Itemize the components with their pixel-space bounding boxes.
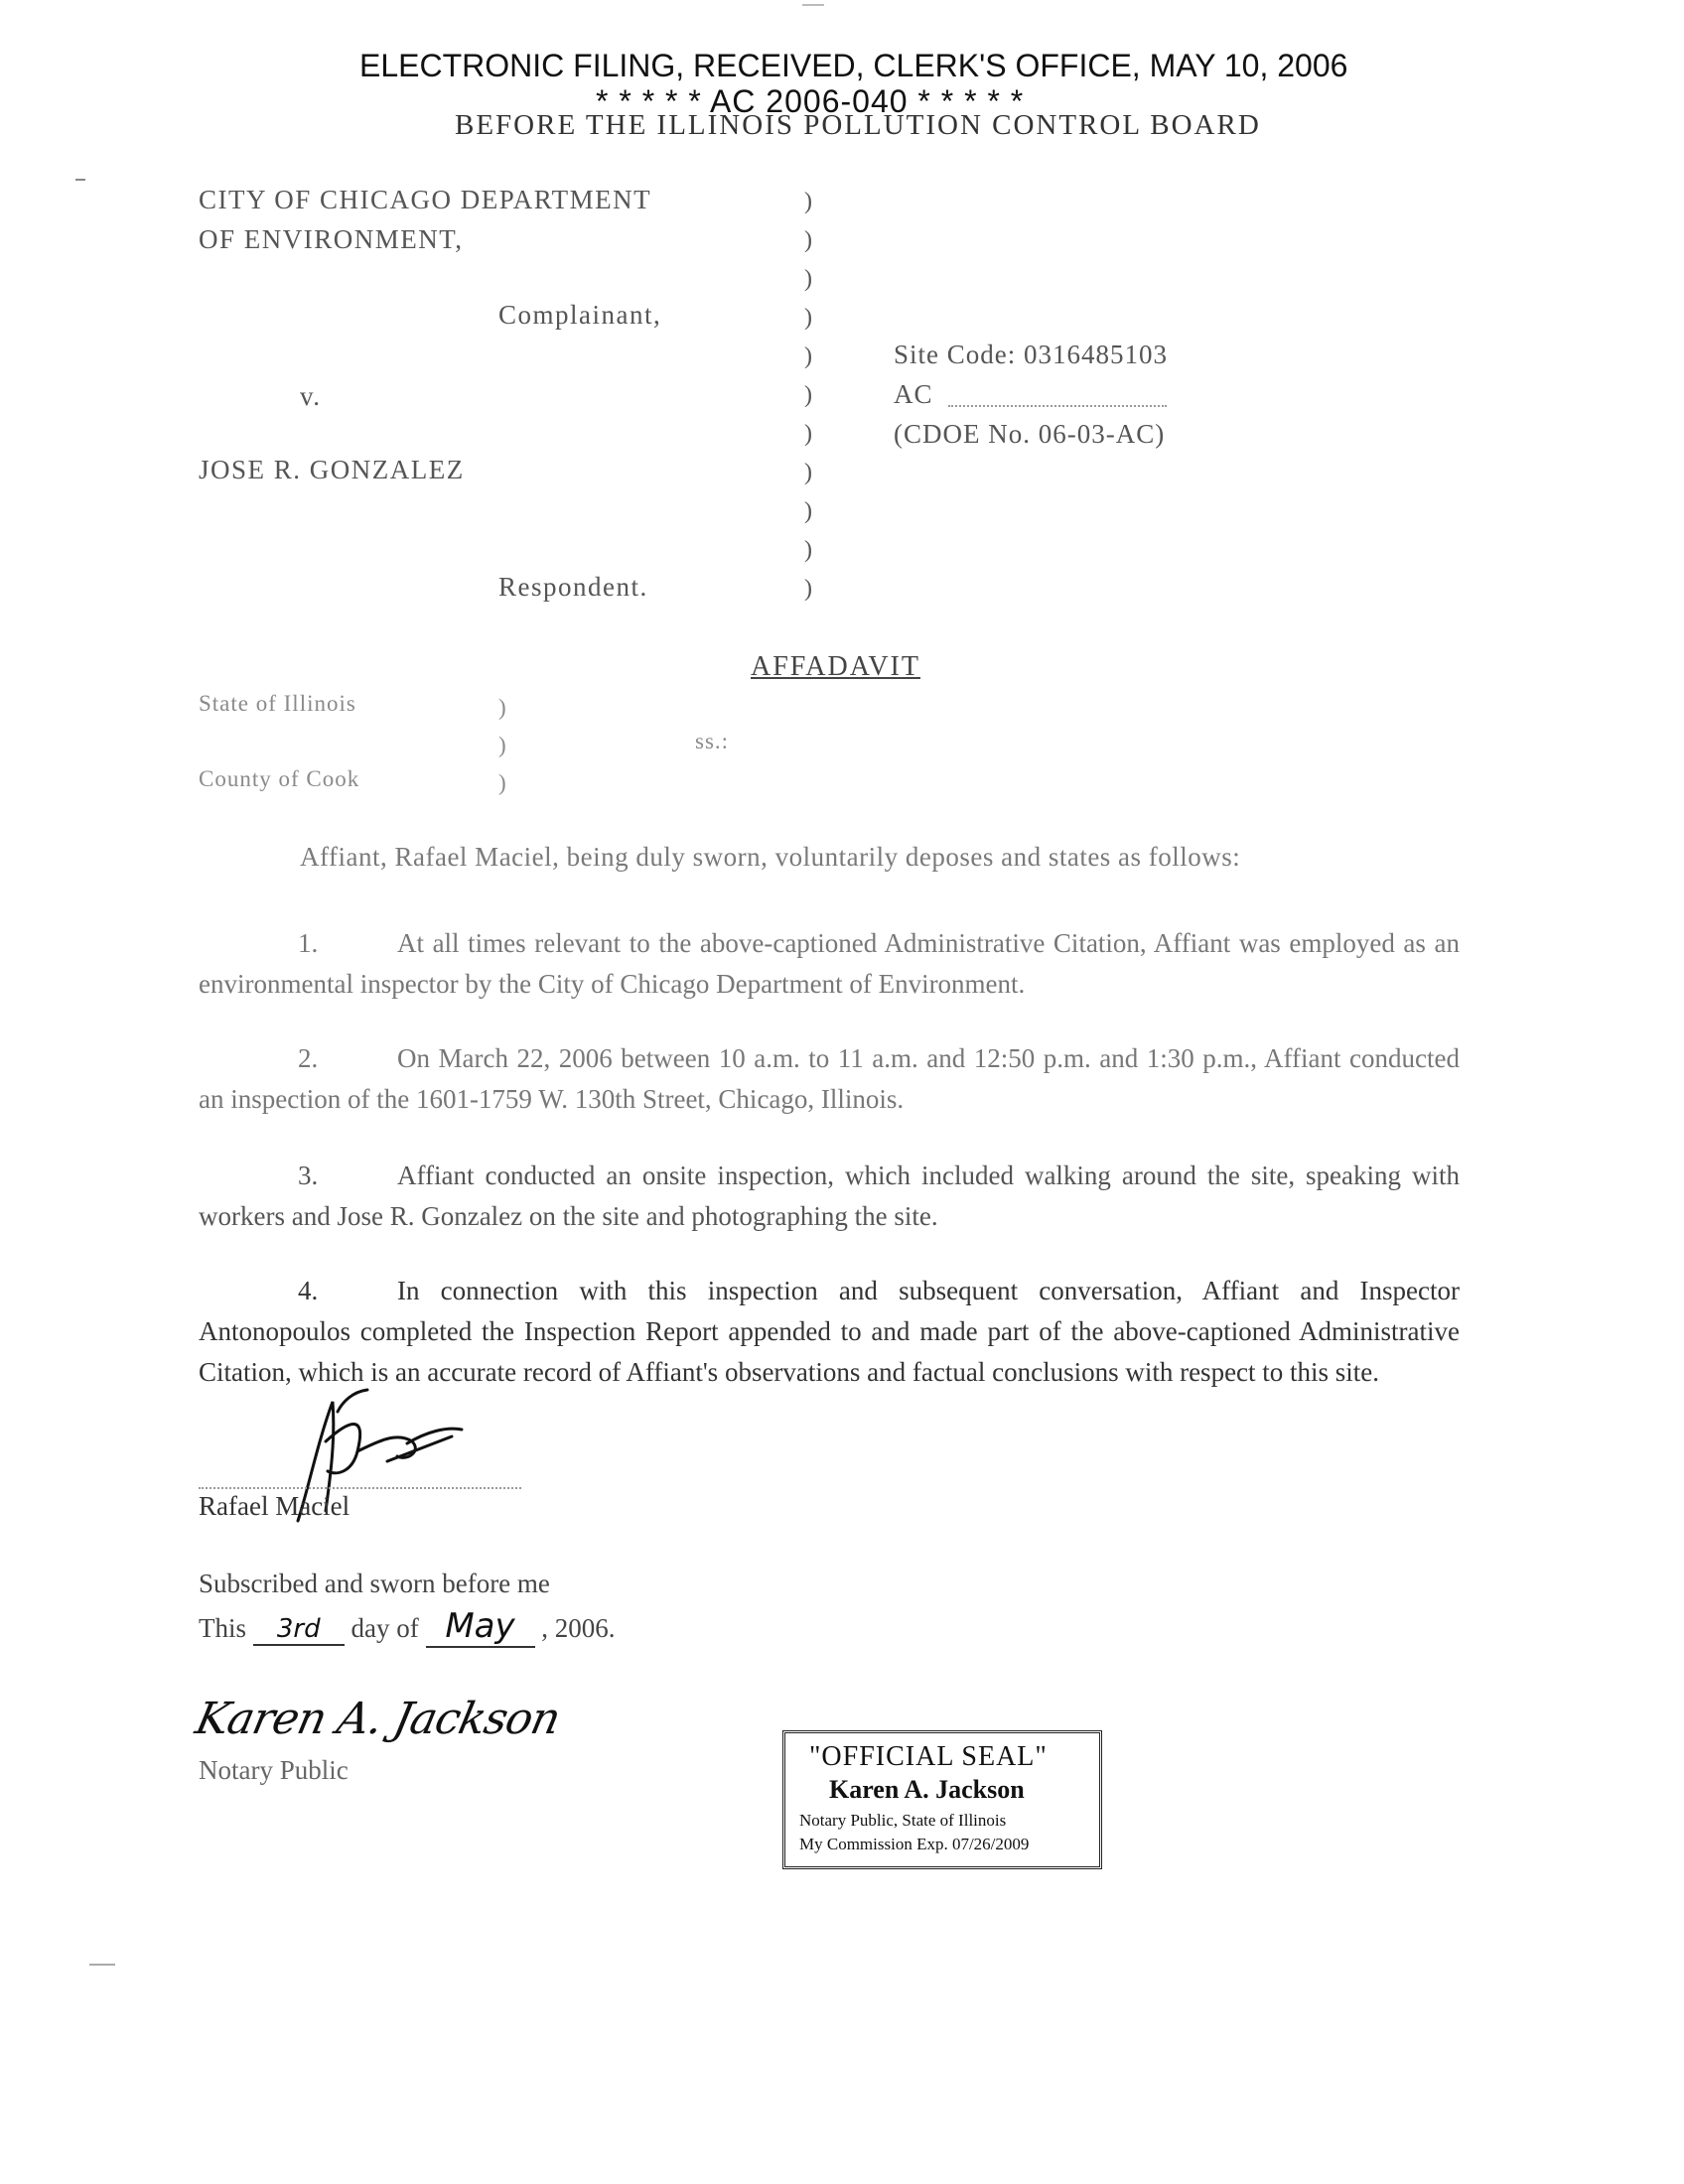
jurat-year: , 2006. bbox=[541, 1613, 616, 1643]
paren: ) bbox=[804, 576, 812, 602]
complainant-name-line2: OF ENVIRONMENT, bbox=[199, 224, 464, 254]
jurat-line2 bbox=[199, 1606, 616, 1648]
paragraph-number: 2. bbox=[298, 1043, 319, 1073]
paren: ) bbox=[804, 382, 812, 408]
jurat-day-value: 3rd bbox=[253, 1614, 345, 1646]
board-title: BEFORE THE ILLINOIS POLLUTION CONTROL BOARD bbox=[455, 109, 1261, 141]
jurat-day-of: day of bbox=[351, 1613, 419, 1643]
paragraph-text: Affiant conducted an onsite inspection, which included walking around the site, speaking with workers and Jose R. Gonzalez on the site and photographing the site. bbox=[199, 1160, 1460, 1231]
paren: ) bbox=[804, 305, 812, 331]
venue-paren: ) bbox=[498, 770, 507, 795]
paragraph-text: On March 22, 2006 between 10 a.m. to 11 a.m. and 12:50 p.m. and 1:30 p.m., Affiant conducted an inspection of the 1601-1759 W. 130th Street, Chicago, Illinois. bbox=[199, 1043, 1460, 1114]
venue-ss: ss.: bbox=[695, 729, 730, 753]
complainant-name-line1: CITY OF CHICAGO DEPARTMENT bbox=[199, 185, 652, 214]
paren: ) bbox=[804, 498, 812, 524]
paren: ) bbox=[804, 421, 812, 447]
paren: ) bbox=[804, 343, 812, 369]
notary-signature: Karen A. Jackson bbox=[191, 1694, 565, 1744]
paragraph-4 bbox=[199, 1271, 1460, 1393]
filing-banner: ELECTRONIC FILING, RECEIVED, CLERK'S OFFICE, MAY 10, 2006 bbox=[359, 48, 1348, 83]
paragraph-text: At all times relevant to the above-captioned Administrative Citation, Affiant was employed as an environmental inspector by the City of Chicago Department of Environment. bbox=[199, 928, 1460, 999]
jurat-line1: Subscribed and sworn before me bbox=[199, 1569, 550, 1598]
paren: ) bbox=[804, 266, 812, 292]
scan-artifact bbox=[89, 1964, 115, 1966]
cdoe-number: (CDOE No. 06-03-AC) bbox=[894, 419, 1166, 449]
ac-number-blank bbox=[948, 405, 1167, 407]
jurat-month-value: May bbox=[426, 1606, 535, 1648]
ac-label: AC bbox=[894, 379, 933, 409]
affiant-name: Rafael Maciel bbox=[199, 1491, 351, 1521]
seal-line4: My Commission Exp. 07/26/2009 bbox=[799, 1835, 1030, 1853]
venue-state: State of Illinois bbox=[199, 691, 356, 716]
paren: ) bbox=[804, 189, 812, 214]
venue-paren: ) bbox=[498, 733, 507, 757]
paragraph-3 bbox=[199, 1156, 1460, 1237]
jurat-this: This bbox=[199, 1613, 247, 1643]
paren: ) bbox=[804, 537, 812, 563]
notary-label: Notary Public bbox=[199, 1755, 349, 1785]
seal-heading: "OFFICIAL SEAL" bbox=[809, 1741, 1048, 1772]
paragraph-text: In connection with this inspection and subsequent conversation, Affiant and Inspector Antonopoulos completed the Inspection Report appended to and made part of the above-captioned Administrative Citation, which is an accurate record of Affiant's observations and factual conclusions with respect to this site. bbox=[199, 1276, 1460, 1387]
scan-artifact bbox=[75, 179, 85, 181]
paren: ) bbox=[804, 227, 812, 253]
paren: ) bbox=[804, 460, 812, 485]
versus: v. bbox=[300, 381, 322, 411]
paragraph-1 bbox=[199, 923, 1460, 1005]
case-stamp: * * * * * AC 2006-040 * * * * * bbox=[596, 83, 1025, 119]
site-code: Site Code: 0316485103 bbox=[894, 340, 1168, 369]
respondent-name: JOSE R. GONZALEZ bbox=[199, 455, 465, 484]
seal-line3: Notary Public, State of Illinois bbox=[799, 1811, 1007, 1830]
official-seal bbox=[782, 1730, 1102, 1869]
venue-county: County of Cook bbox=[199, 766, 360, 791]
venue-paren: ) bbox=[498, 695, 507, 720]
intro-statement: Affiant, Rafael Maciel, being duly sworn, voluntarily deposes and states as follows: bbox=[300, 842, 1241, 872]
document-title: AFFADAVIT bbox=[751, 651, 920, 682]
paragraph-2 bbox=[199, 1038, 1460, 1120]
seal-name: Karen A. Jackson bbox=[829, 1775, 1025, 1804]
paragraph-number: 3. bbox=[298, 1160, 319, 1190]
complainant-label: Complainant, bbox=[498, 300, 662, 330]
scan-artifact bbox=[802, 4, 824, 6]
paragraph-number: 1. bbox=[298, 928, 319, 958]
respondent-label: Respondent. bbox=[498, 572, 648, 602]
paragraph-number: 4. bbox=[298, 1276, 319, 1305]
affiant-signature-line bbox=[199, 1487, 521, 1489]
